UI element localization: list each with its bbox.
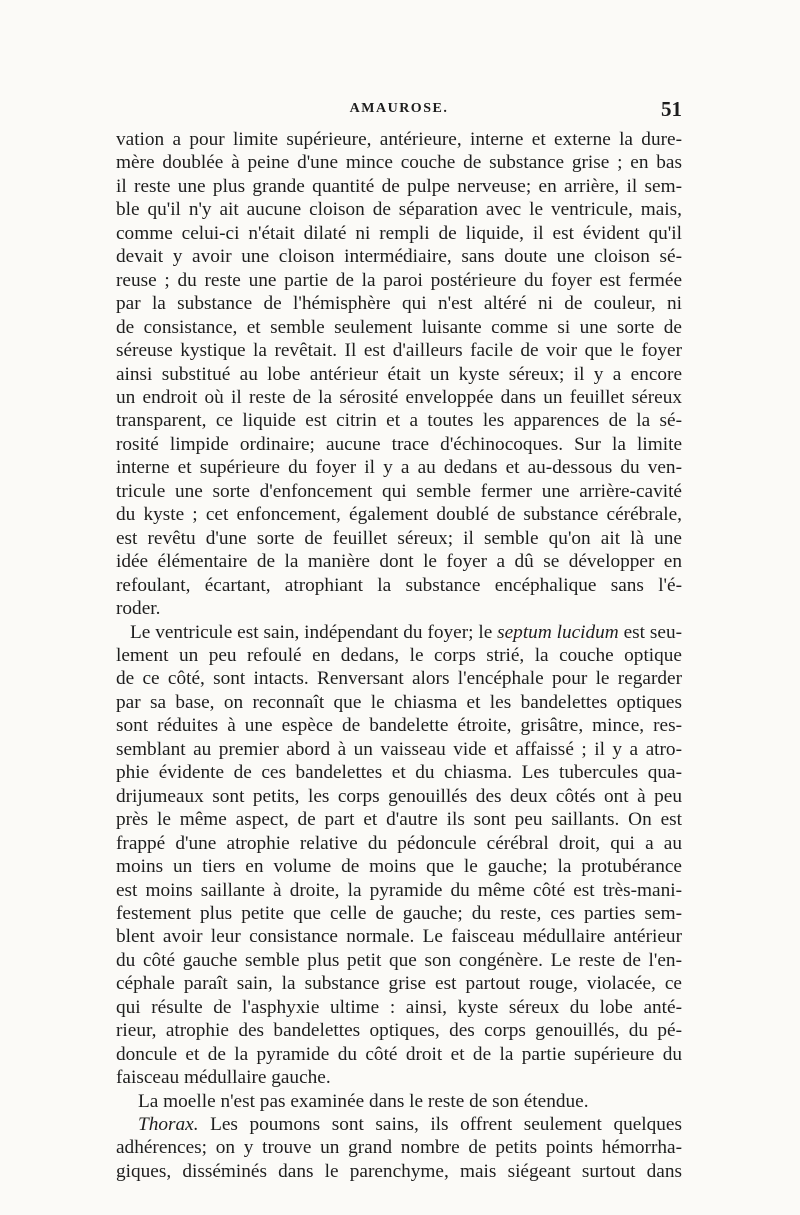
paragraph-4 (116, 1113, 682, 1183)
text-line: phie évidente de ces bandelettes et du chiasma. Les tubercules qua- (116, 762, 682, 784)
text-line: devait y avoir une cloison intermédiaire, sans doute une cloison sé- (116, 246, 682, 268)
text-line: de consistance, et semble seulement luisante comme si une sorte de (116, 316, 682, 338)
text-line: est moins saillante à droite, la pyramide du même côté est très-mani- (116, 879, 682, 901)
section-label: Thorax. (138, 1114, 199, 1136)
text-line: ble qu'il n'y ait aucune cloison de séparation avec le ventricule, mais, (116, 199, 682, 221)
text-line: ainsi substitué au lobe antérieur était un kyste séreux; il y a encore (116, 363, 682, 385)
text-line: par sa base, on reconnaît que le chiasma et les bandelettes optiques (116, 691, 682, 713)
text-line: refoulant, écartant, atrophiant la substance encéphalique sans l'é- (116, 574, 682, 596)
text-line: tricule une sorte d'enfoncement qui semble fermer une arrière-cavité (116, 480, 682, 502)
text-line: de ce côté, sont intacts. Renversant alors l'encéphale pour le regarder (116, 668, 682, 690)
text-line: blent avoir leur consistance normale. Le faisceau médullaire antérieur (116, 926, 682, 948)
text-line: qui résulte de l'asphyxie ultime : ainsi, kyste séreux du lobe anté- (116, 996, 682, 1018)
text-line: rosité limpide ordinaire; aucune trace d'échinocoques. Sur la limite (116, 433, 682, 455)
text-line: séreuse kystique la revêtait. Il est d'ailleurs facile de voir que le foyer (116, 340, 682, 362)
text-line: sont réduites à une espèce de bandelette étroite, grisâtre, mince, res- (116, 715, 682, 737)
text-line: céphale paraît sain, la substance grise est partout rouge, violacée, ce (116, 973, 682, 995)
text-line: frappé d'une atrophie relative du pédoncule cérébral droit, qui a au (116, 832, 682, 854)
text-line: giques, disséminés dans le parenchyme, mais siégeant surtout dans (116, 1160, 682, 1182)
text-line: festement plus petite que celle de gauche; du reste, ces parties sem- (116, 902, 682, 924)
text-run: Le ventricule est sain, indépendant du foyer; le (130, 621, 498, 643)
text-line: près le même aspect, de part et d'autre ils sont peu saillants. On est (116, 809, 682, 831)
text-line: reuse ; du reste une partie de la paroi postérieure du foyer est fermée (116, 269, 682, 291)
text-line (116, 621, 682, 644)
text-line: faisceau médullaire gauche. (116, 1067, 331, 1089)
text-run: est seu- (618, 621, 682, 643)
text-line: idée élémentaire de la manière dont le foyer a dû se développer en (116, 551, 682, 573)
text-line: transparent, ce liquide est citrin et a toutes les apparences de la sé- (116, 410, 682, 432)
text-line: du côté gauche semble plus petit que son congénère. Le reste de l'en- (116, 949, 682, 971)
text-line: La moelle n'est pas examinée dans le reste de son étendue. (138, 1090, 589, 1112)
text-line (116, 1113, 682, 1136)
italic-term: septum lucidum (497, 621, 619, 643)
text-line: drijumeaux sont petits, les corps genouillés des deux côtés ont à peu (116, 785, 682, 807)
page-number: 51 (661, 97, 682, 121)
text-line: un endroit où il reste de la sérosité enveloppée dans un feuillet séreux (116, 386, 682, 408)
text-line: vation a pour limite supérieure, antérieure, interne et externe la dure- (116, 129, 682, 150)
text-line: lement un peu refoulé en dedans, le corps strié, la couche optique (116, 644, 682, 666)
page-header (116, 97, 682, 121)
text-line: comme celui-ci n'était dilaté ni rempli de liquide, il est évident qu'il (116, 222, 682, 244)
text-line: interne et supérieure du foyer il y a au dedans et au-dessous du ven- (116, 457, 682, 479)
running-head: AMAUROSE. (349, 101, 449, 116)
text-line: moins un tiers en volume de moins que le gauche; la protubérance (116, 856, 682, 878)
text-line: mère doublée à peine d'une mince couche de substance grise ; en bas (116, 152, 682, 174)
text-line: est revêtu d'une sorte de feuillet séreux; il semble qu'on ait là une (116, 527, 682, 549)
text-line: doncule et de la pyramide du côté droit et de la partie supérieure du (116, 1043, 682, 1065)
text-line: il reste une plus grande quantité de pulpe nerveuse; en arrière, il sem- (116, 175, 682, 197)
text-line: adhérences; on y trouve un grand nombre de petits points hémorrha- (116, 1137, 682, 1159)
page-body (116, 128, 682, 1183)
paragraph-1 (116, 128, 682, 621)
text-line: du kyste ; cet enfoncement, également doublé de substance cérébrale, (116, 504, 682, 526)
text-line: rieur, atrophie des bandelettes optiques, des corps genouillés, du pé- (116, 1020, 682, 1042)
text-line: semblant au premier abord à un vaisseau vide et affaissé ; il y a atro- (116, 738, 682, 760)
text-line: par la substance de l'hémisphère qui n'est altéré ni de couleur, ni (116, 293, 682, 315)
paragraph-3 (116, 1090, 682, 1113)
text-run: Les poumons sont sains, ils offrent seulement quelques (198, 1114, 682, 1136)
paragraph-2 (116, 621, 682, 1090)
text-line: roder. (116, 598, 161, 620)
